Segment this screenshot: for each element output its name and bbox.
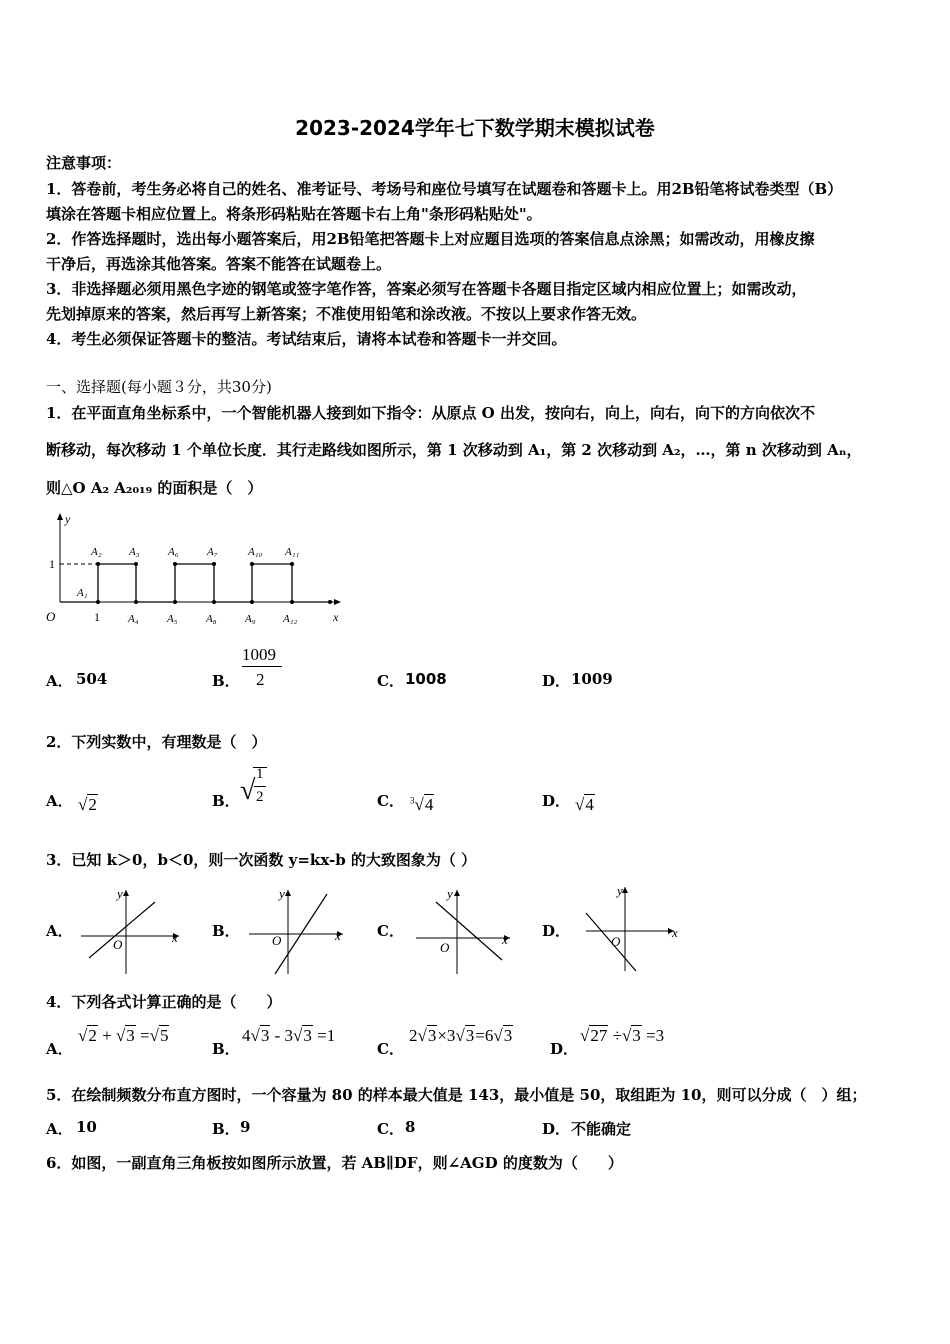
radical-sign: √: [240, 775, 256, 806]
point-label: A₂: [91, 546, 102, 558]
option-value: 1008: [405, 670, 447, 688]
svg-text:y: y: [447, 886, 453, 901]
option-label: B．: [212, 922, 240, 940]
point-label: A₇: [207, 546, 218, 558]
option-label: C．: [377, 672, 404, 690]
y-axis-label: y: [65, 512, 71, 526]
svg-text:O: O: [440, 940, 450, 955]
fraction-denominator: 2: [256, 670, 265, 689]
svg-text:y: y: [117, 886, 123, 901]
page-title: 2023-2024学年七下数学期末模拟试卷: [295, 116, 655, 140]
option-label: D．: [542, 922, 571, 940]
option-label: D．: [542, 792, 571, 810]
robot-path-figure: [40, 508, 350, 630]
svg-text:x: x: [502, 932, 508, 947]
option-value: 8: [405, 1118, 416, 1136]
notice-line: 1．答卷前，考生务必将自己的姓名、准考证号、考场号和座位号填写在试题卷和答题卡上。用2B铅笔将试卷类型（B）: [46, 180, 843, 198]
fraction-denominator: 2: [256, 789, 264, 805]
point-label: A₁₀: [248, 546, 263, 558]
option-label: A．: [46, 1120, 73, 1138]
question-2-stem: 2．下列实数中，有理数是（ ）: [46, 733, 267, 751]
point-label: A₆: [168, 546, 179, 558]
section-heading: 一、选择题(每小题３分，共30分): [46, 378, 272, 396]
fraction-numerator: 1009: [242, 645, 276, 664]
svg-text:x: x: [672, 925, 678, 940]
option-label: B．: [212, 1120, 240, 1138]
option-label: B．: [212, 672, 240, 690]
svg-text:O: O: [113, 937, 123, 952]
notice-line: 干净后，再选涂其他答案。答案不能答在试题卷上。: [46, 255, 392, 273]
point-label: A₅: [167, 613, 178, 625]
question-3-stem: 3．已知 k＞0，b＜0，则一次函数 y=kx-b 的大致图象为（ ）: [46, 851, 477, 869]
option-label: D．: [542, 672, 571, 690]
option-label: D．: [542, 1120, 571, 1138]
expression-b: 4√3 - 3√3 =1: [242, 1026, 336, 1045]
point-label: A₁₁: [285, 546, 300, 558]
option-label: B．: [212, 792, 240, 810]
robot-path: [60, 564, 330, 602]
notice-line: 4．考生必须保证答题卡的整洁。考试结束后，请将本试卷和答题卡一并交回。: [46, 330, 567, 348]
expression-c: 2√3×3√3=6√3: [409, 1026, 513, 1045]
point-label: A₁: [77, 587, 88, 599]
question-5-stem: 5．在绘制频数分布直方图时，一个容量为 80 的样本最大值是 143，最小值是 50，取组距为 10，则可以分成（ ）组；: [46, 1086, 867, 1104]
svg-text:x: x: [335, 928, 341, 943]
svg-text:O: O: [272, 933, 282, 948]
origin-label: O: [46, 609, 56, 624]
notice-line: 填涂在答题卡相应位置上。将条形码粘贴在答题卡右上角"条形码粘贴处"。: [46, 205, 542, 223]
x-axis-label: x: [333, 610, 339, 624]
graph-option-a: [75, 886, 185, 976]
graph-option-d: [580, 883, 690, 973]
point-label: A₈: [206, 613, 217, 625]
option-label: C．: [377, 792, 404, 810]
fraction-numerator: 1: [256, 766, 264, 782]
option-value: 1009: [571, 670, 613, 688]
svg-text:y: y: [617, 883, 623, 898]
svg-text:x: x: [172, 930, 178, 945]
option-label: A．: [46, 922, 73, 940]
option-label: A．: [46, 792, 73, 810]
point-label: A₁₂: [283, 613, 298, 625]
option-label: C．: [377, 1040, 404, 1058]
expression-a: √2 + √3 =√5: [78, 1026, 169, 1045]
question-6-stem: 6．如图，一副直角三角板按如图所示放置，若 AB∥DF，则∠AGD 的度数为（ ）: [46, 1154, 623, 1172]
point-label: A₄: [128, 613, 139, 625]
expression-d: √27 ÷√3 =3: [580, 1026, 665, 1045]
notice-line: 2．作答选择题时，选出每小题答案后，用2B铅笔把答题卡上对应题目选项的答案信息点涂黑；如需改动，用橡皮擦: [46, 230, 815, 248]
question-1-line: 则△O A₂ A₂₀₁₉ 的面积是（ ）: [46, 479, 263, 497]
option-value: 504: [76, 670, 108, 688]
option-label: C．: [377, 922, 404, 940]
fraction-bar: [242, 666, 282, 667]
svg-text:y: y: [279, 886, 285, 901]
svg-text:O: O: [611, 934, 621, 949]
sqrt-expression: √4: [575, 795, 594, 814]
notice-line: 先划掉原来的答案，然后再写上新答案；不准使用铅笔和涂改液。不按以上要求作答无效。: [46, 305, 647, 323]
graph-option-b: [243, 886, 353, 976]
notice-heading: 注意事项：: [46, 154, 122, 172]
option-value: 不能确定: [571, 1120, 632, 1138]
graph-option-c: [410, 886, 520, 976]
option-label: D．: [550, 1040, 579, 1058]
y-tick-one: 1: [49, 557, 55, 571]
cube-root-expression: $^3$√4: [410, 795, 434, 814]
question-1-line: 断移动，每次移动 1 个单位长度．其行走路线如图所示，第 1 次移动到 A₁，第 2 次移动到 A₂，…，第 n 次移动到 Aₙ，: [46, 441, 862, 459]
option-label: B．: [212, 1040, 240, 1058]
point-label: A₉: [245, 613, 256, 625]
option-value: 9: [240, 1118, 251, 1136]
option-label: A．: [46, 1040, 73, 1058]
x-tick-one: 1: [94, 610, 100, 624]
option-label: A．: [46, 672, 73, 690]
sqrt-expression: √2: [78, 795, 97, 814]
question-4-stem: 4．下列各式计算正确的是（ ）: [46, 993, 282, 1011]
fraction-bar: [254, 786, 266, 787]
question-1-line: 1．在平面直角坐标系中，一个智能机器人接到如下指令：从原点 O 出发，按向右，向上，向右，向下的方向依次不: [46, 404, 815, 422]
option-label: C．: [377, 1120, 404, 1138]
notice-line: 3．非选择题必须用黑色字迹的钢笔或签字笔作答，答案必须写在答题卡各题目指定区域内相应位置上；如需改动，: [46, 280, 807, 298]
point-label: A₃: [129, 546, 140, 558]
option-value: 10: [76, 1118, 97, 1136]
